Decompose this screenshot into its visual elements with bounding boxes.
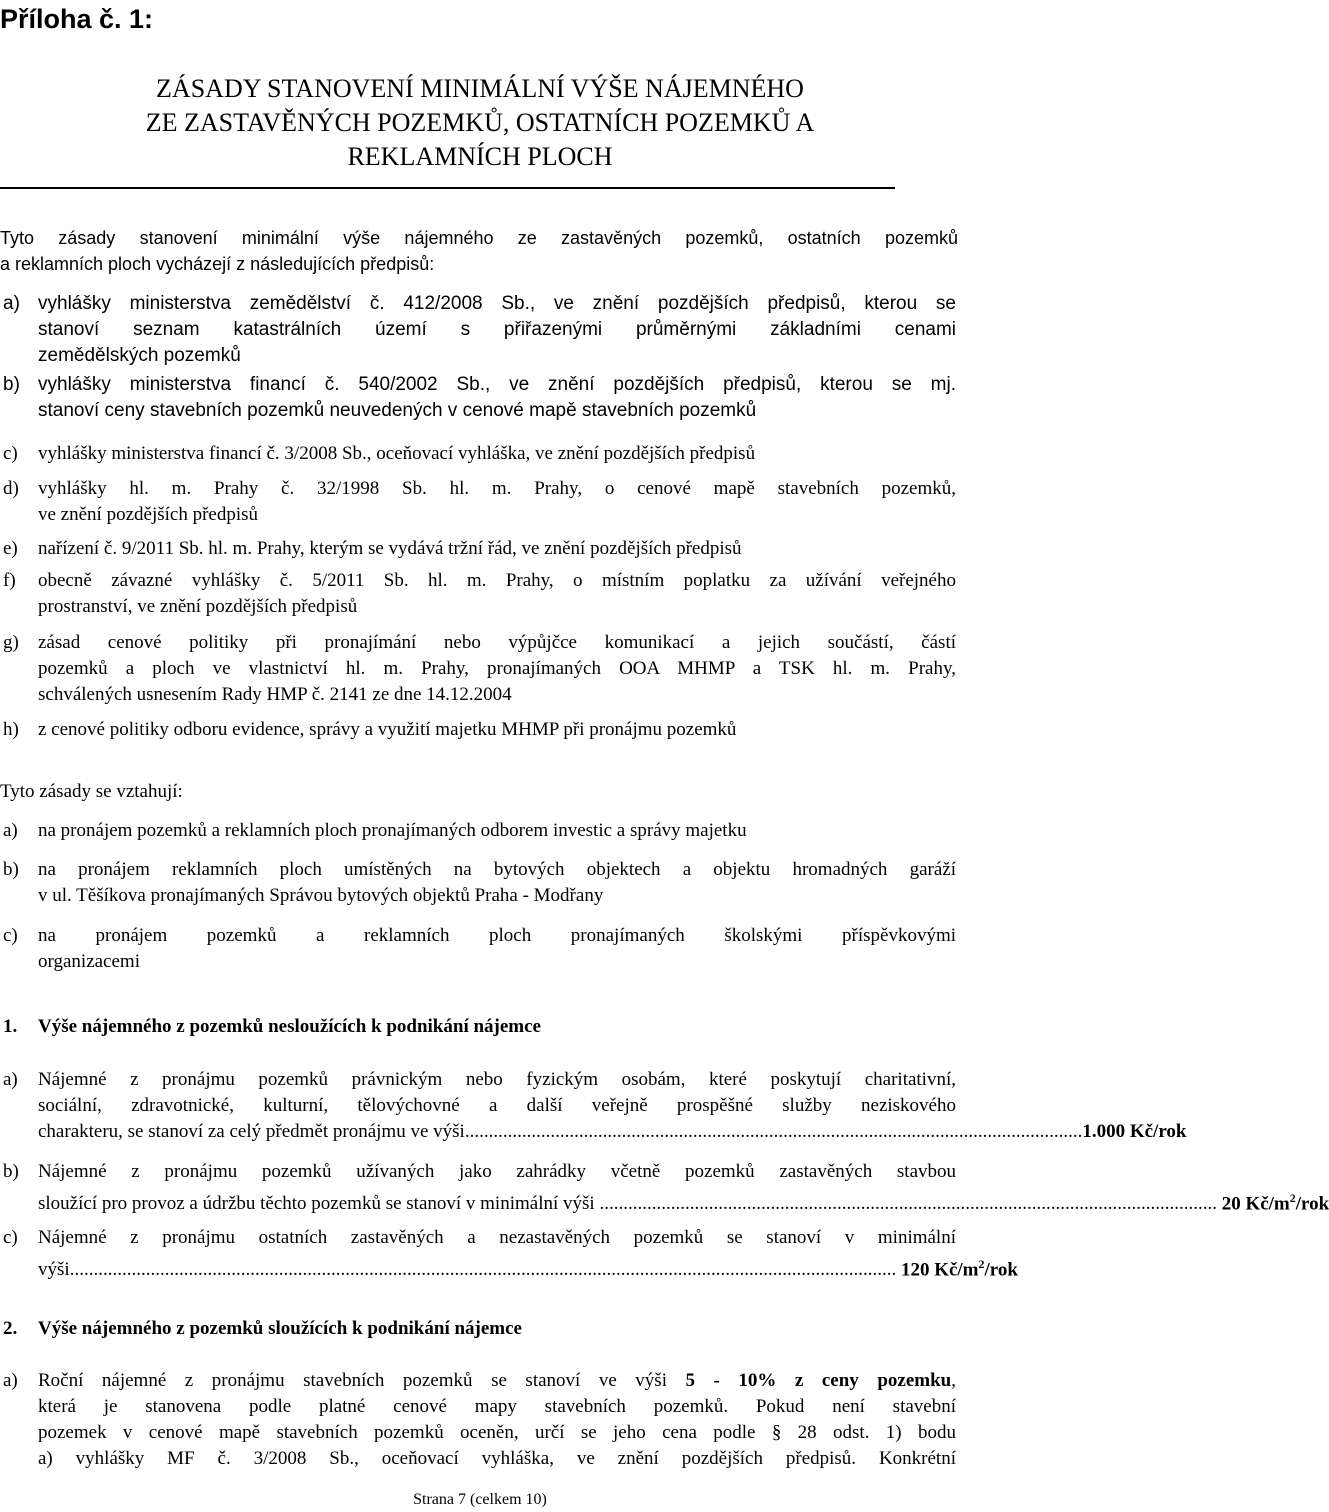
fee-amount: 20 $Kč/m^2$/rok [1221,1191,1329,1215]
item-line: pozemků a ploch ve vlastnictví hl. m. Prahy, pronajímaných OOA MHMP a TSK hl. m. Prahy, [38,658,956,679]
title-line: REKLAMNÍCH PLOCH [347,142,613,171]
item-marker: a) [3,1069,18,1090]
item-marker: c) [3,443,18,464]
item-line: pozemek v cenové mapě stavebních pozemků oceněn, určí se jeho cena podle § 28 odst. 1) bodu [38,1422,956,1443]
item-line: stanoví seznam katastrálních území s přiřazenými průměrnými základními cenami [38,319,956,340]
item-marker: c) [3,1227,18,1248]
title-divider [0,187,895,189]
item-line: vyhlášky ministerstva zemědělství č. 412/2008 Sb., ve znění pozdějších předpisů, kterou se [38,293,956,314]
item-line: prostranství, ve znění pozdějších předpisů [38,596,358,617]
item-marker: f) [3,570,16,591]
section-title: Výše nájemného z pozemků nesloužících k podnikání nájemce [38,1016,541,1037]
fee-amount: 120 $Kč/m^2$/rok [900,1257,1018,1281]
item-line: stanoví ceny stavebních pozemků neuvedených v cenové mapě stavebních pozemků [38,400,757,421]
item-line: sloužící pro provoz a údržbu těchto pozemků se stanoví v minimální výši [38,1193,595,1215]
item-line: v ul. Těšíkova pronajímaných Správou bytových objektů Praha - Modřany [38,885,604,906]
intro-paragraph [0,225,958,277]
annex-label: Příloha č. 1: [0,4,154,34]
title-line: ZÁSADY STANOVENÍ MINIMÁLNÍ VÝŠE NÁJEMNÉHO [156,74,804,103]
item-marker: g) [3,632,19,653]
item-line: organizacemi [38,951,140,972]
fee-rate: 5 - 10% z ceny pozemku [685,1370,952,1391]
item-line: charakteru, se stanoví za celý předmět pronájmu ve výši [38,1121,465,1142]
item-marker: b) [3,859,19,880]
item-line: vyhlášky ministerstva financí č. 540/2002 Sb., ve znění pozdějších předpisů, kterou se mj. [38,374,956,395]
item-line: z cenové politiky odboru evidence, správy a využití majetku MHMP při pronájmu pozemků [38,719,737,740]
item-marker: h) [3,719,19,740]
item-line: ve znění pozdějších předpisů [38,504,259,525]
dot-leader: .................................................................................................................................. [594,1193,1217,1215]
item-marker: a) [3,293,20,314]
item-line: zemědělských pozemků [38,345,241,366]
item-marker: a) [3,1370,18,1391]
dot-leader: .................................................................................................................................. [464,1121,1083,1142]
item-line: výši [38,1259,70,1281]
section-number: 2. [3,1318,18,1339]
item-marker: d) [3,478,19,499]
applies-heading: Tyto zásady se vztahují: [0,781,183,802]
item-marker: b) [3,1161,19,1182]
item-line: Roční nájemné z pronájmu stavebních pozemků se stanoví ve výši 5 - 10% z ceny pozemku, [38,1370,956,1391]
item-line: která je stanovena podle platné cenové mapy stavebních pozemků. Pokud není stavební [38,1396,956,1417]
item-line: Nájemné z pronájmu pozemků užívaných jako zahrádky včetně pozemků zastavěných stavbou [38,1161,956,1182]
item-marker: e) [3,538,18,559]
section-title: Výše nájemného z pozemků sloužících k podnikání nájemce [38,1318,522,1339]
item-marker: b) [3,374,20,395]
item-line: sociální, zdravotnické, kulturní, tělovýchovné a další veřejně prospěšné služby neziskového [38,1095,956,1116]
fee-amount: 1.000 Kč/rok [1082,1121,1187,1142]
item-line: obecně závazné vyhlášky č. 5/2011 Sb. hl. m. Prahy, o místním poplatku za užívání veřejného [38,570,956,591]
item-line: na pronájem pozemků a reklamních ploch pronajímaných školskými příspěvkovými [38,925,956,946]
item-line: zásad cenové politiky při pronajímání nebo výpůjčce komunikací a jejich součástí, částí [38,632,956,653]
item-marker: a) [3,820,18,841]
section-number: 1. [3,1016,18,1037]
item-line: na pronájem pozemků a reklamních ploch pronajímaných odborem investic a správy majetku [38,820,747,841]
item-line: nařízení č. 9/2011 Sb. hl. m. Prahy, kterým se vydává tržní řád, ve znění pozdějších předpisů [38,538,742,559]
document-title [0,72,960,174]
item-line: a) vyhlášky MF č. 3/2008 Sb., oceňovací vyhláška, ve znění pozdějších předpisů. Konkrétní [38,1448,956,1469]
page-footer: Strana 7 (celkem 10) [413,1491,547,1508]
intro-line: Tyto zásady stanovení minimální výše nájemného ze zastavěných pozemků, ostatních pozemků [0,228,958,248]
item-line: schválených usnesením Rady HMP č. 2141 ze dne 14.12.2004 [38,684,512,705]
item-marker: c) [3,925,18,946]
item-line: vyhlášky hl. m. Prahy č. 32/1998 Sb. hl. m. Prahy, o cenové mapě stavebních pozemků, [38,478,956,499]
item-line: Nájemné z pronájmu pozemků právnickým nebo fyzickým osobám, které poskytují charitativní, [38,1069,956,1090]
item-line: na pronájem reklamních ploch umístěných na bytových objektech a objektu hromadných garáží [38,859,956,880]
title-line: ZE ZASTAVĚNÝCH POZEMKŮ, OSTATNÍCH POZEMKŮ A [145,108,815,137]
dot-leader: .............................................................................................................................................................................. [69,1259,897,1281]
intro-line: a reklamních ploch vycházejí z následujících předpisů: [0,254,435,274]
item-line: Nájemné z pronájmu ostatních zastavěných a nezastavěných pozemků se stanoví v minimální [38,1227,956,1248]
item-line: vyhlášky ministerstva financí č. 3/2008 Sb., oceňovací vyhláška, ve znění pozdějších předpisů [38,443,756,464]
